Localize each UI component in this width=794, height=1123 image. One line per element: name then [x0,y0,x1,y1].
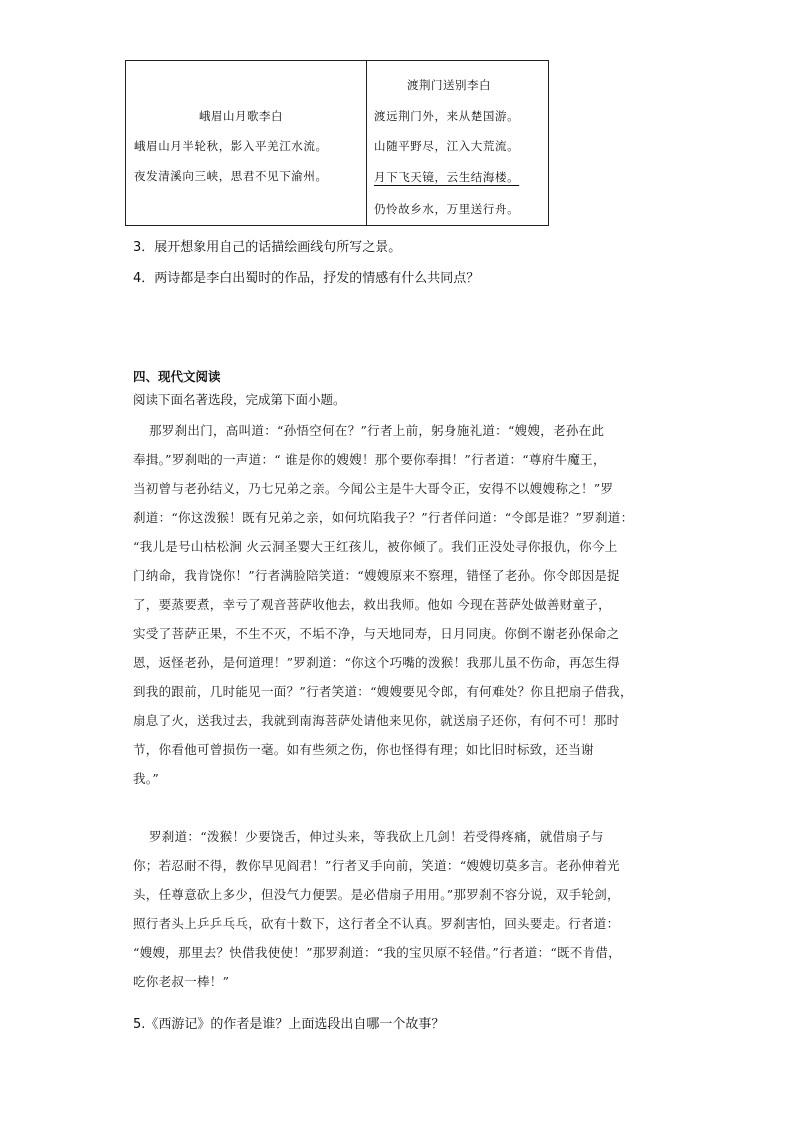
poem-right-line-1: 渡远荆门外，来从楚国游。 [374,109,520,123]
poem-left-cell [126,61,366,225]
passage-line: 我。” [133,771,160,786]
poem-table [125,60,549,226]
question-5: 5.《西游记》的作者是谁？上面选段出自哪一个故事？ [133,1017,445,1032]
section-instruction: 阅读下面名著选段，完成第下面小题。 [133,392,346,407]
poem-left-line-1: 峨眉山月半轮秋，影入平羌江水流。 [134,139,328,153]
passage-line: 你；若忍耐不得，教你早见阎君！”行者叉手向前，笑道：“嫂嫂切莫多言。老孙伸着光 [133,858,620,873]
passage-line: 刹道：“你这泼猴！既有兄弟之亲，如何坑陷我子？”行者佯问道：“令郎是谁？”罗刹道： [133,510,634,525]
passage-line: 罗刹道：“泼猴！少要饶舌，伸过头来，等我砍上几剑！若受得疼痛，就借扇子与 [149,829,604,844]
poem-left-title: 峨眉山月歌李白 [199,109,283,123]
section-heading: 四、现代文阅读 [133,369,221,384]
passage-line: 节，你看他可曾损伤一毫。如有些须之伤，你也怪得有理；如比旧时标致，还当谢 [133,742,594,757]
passage-line: 了，要蒸要煮，幸亏了观音菩萨收他去，救出我师。他如 今现在菩萨处做善财童子， [133,597,611,612]
passage-line: 实受了菩萨正果，不生不灭，不垢不净，与天地同寿，日月同庚。你倒不谢老孙保命之 [133,626,620,641]
passage-line: 当初曾与老孙结义，乃七兄弟之亲。今闻公主是牛大哥令正，安得不以嫂嫂称之！”罗 [133,481,614,496]
passage-line: 到我的跟前，几时能见一面？”行者笑道：“嫂嫂要见令郎，有何难处？你且把扇子借我， [133,684,633,699]
poem-right-line-4: 仍怜故乡水，万里送行舟。 [374,202,520,216]
passage-line: 扇息了火，送我过去，我就到南海菩萨处请他来见你，就送扇子还你，有何不可！那时 [133,713,620,728]
passage-line: 头，任尊意砍上多少，但没气力便罢。是必借扇子用用。”那罗刹不容分说，双手轮剑， [133,887,620,902]
passage-line: 照行者头上乒乒乓乓，砍有十数下，这行者全不认真。罗刹害怕，回头要走。行者道： [133,916,620,931]
poem-right-title: 渡荆门送别李白 [407,78,491,92]
passage-line: 那罗刹出门，高叫道：“孙悟空何在？”行者上前，躬身施礼道：“嫂嫂，老孙在此 [149,423,605,438]
question-4: 4．两诗都是李白出蜀时的作品，抒发的情感有什么共同点？ [133,271,480,286]
poem-right-cell [367,61,550,225]
passage-line: 吃你老叔一棒！” [133,974,230,989]
passage-line: “我儿是号山枯松涧 火云洞圣婴大王红孩儿，被你倾了。我们正没处寻你报仇，你今上 [133,539,618,554]
passage-line: “嫂嫂，那里去？快借我使使！”那罗刹道：“我的宝贝原不轻借。”行者道：“既不肯借， [133,945,622,960]
poem-right-line-3-underlined: 月下飞天镜，云生结海楼。 [374,170,520,184]
question-3: 3．展开想象用自己的话描绘画线句所写之景。 [133,240,402,255]
passage-line: 门纳命，我肯饶你！”行者满脸陪笑道：“嫂嫂原来不察理，错怪了老孙。你令郎因是捉 [133,568,620,583]
passage-line: 恩，返怪老孙，是何道理！”罗刹道：“你这个巧嘴的泼猴！我那儿虽不伤命，再怎生得 [133,655,620,670]
poem-left-line-2: 夜发清溪向三峡，思君不见下渝州。 [134,169,328,183]
passage-line: 奉揖。”罗刹咄的一声道：“ 谁是你的嫂嫂！那个要你奉揖！”行者道：“尊府牛魔王， [133,452,606,467]
poem-right-line-2: 山随平野尽，江入大荒流。 [374,139,520,153]
